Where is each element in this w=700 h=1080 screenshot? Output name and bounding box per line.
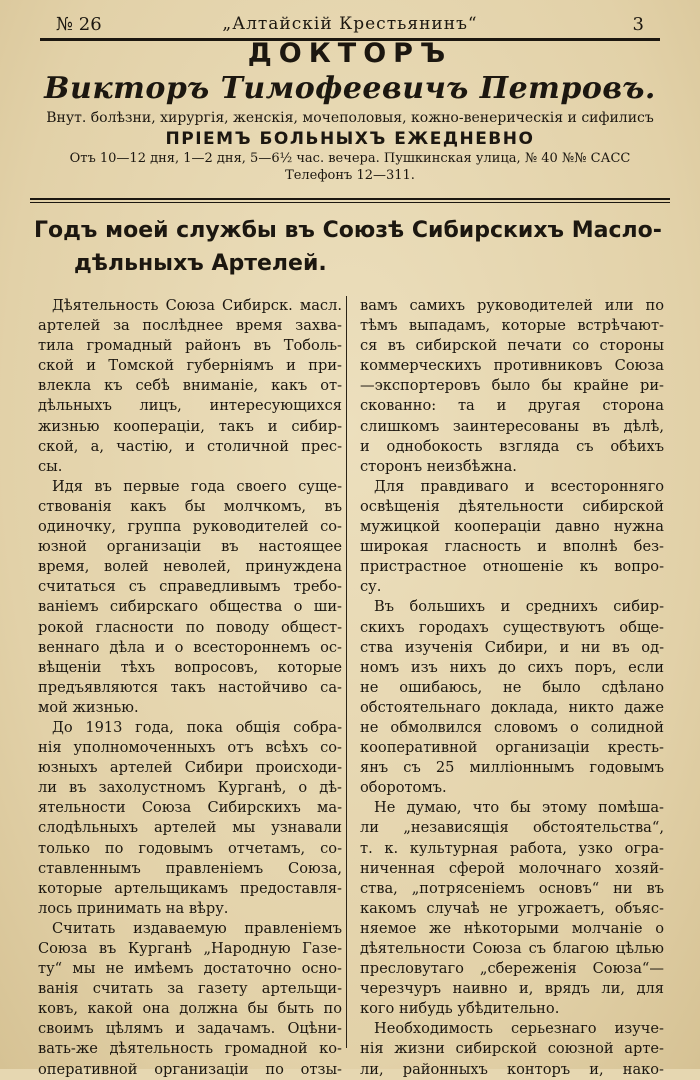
page-number: 3 <box>632 14 644 35</box>
text-line: юзной организацiи въ настоящее <box>38 538 342 556</box>
section-divider <box>30 198 670 200</box>
text-line: дѣятельности Союза съ благою цѣлью <box>360 940 664 957</box>
text-line: янъ съ 25 миллiоннымъ годовымъ <box>360 759 664 777</box>
text-line: рокой гласности по поводу общест- <box>38 618 342 636</box>
text-line: только по годовымъ отчетамъ, со- <box>38 839 342 857</box>
text-line: ванiя считать за газету артельщи- <box>38 980 342 998</box>
text-line: мужицкой коопераціи давно нужна <box>360 518 664 536</box>
text-line: пристрастное отношенiе къ вопро- <box>360 558 664 576</box>
article-title-line-1: Годъ моей службы въ Союзѣ Сибирскихъ Маслo- <box>34 218 662 243</box>
text-line: няемое же нѣкоторыми молчанiе о <box>360 919 664 937</box>
article-title <box>34 214 666 280</box>
text-line: не ошибаюсь, не было сдѣлано <box>360 678 664 696</box>
text-line: ства изученiя Сибири, и ни въ од- <box>360 638 664 656</box>
text-line: оборотомъ. <box>360 779 447 797</box>
text-line: Для правдиваго и всесторонняго <box>374 477 664 495</box>
text-line: Союза въ Курганѣ „Народную Газе- <box>38 940 342 957</box>
text-line: освѣщенiя дѣятельности сибирской <box>360 497 664 515</box>
text-line: дѣльныхъ лицъ, интересующихся <box>38 397 342 415</box>
text-line: тила громадный районъ въ Тоболь- <box>38 337 342 355</box>
text-line: кого нибудь убѣдительно. <box>360 1000 560 1018</box>
text-line: Необходимость серьезнаго изуче- <box>374 1020 664 1038</box>
text-line: Дѣятельность Союза Сибирск. масл. <box>52 297 342 314</box>
text-line: лось принимать на вѣру. <box>38 899 229 917</box>
article-column-left <box>38 296 342 1080</box>
text-line: ствованiя какъ бы молчкомъ, въ <box>38 497 342 515</box>
text-line: ской, а, частiю, и столичной прес- <box>38 437 342 455</box>
text-line: ятельности Союза Сибирскихъ ма- <box>38 799 342 817</box>
column-divider <box>346 296 347 1048</box>
text-line: Не думаю, что бы этому помѣша- <box>374 799 664 817</box>
text-line: До 1913 года, пока общiя собра- <box>52 718 342 736</box>
text-line: слодѣльныхъ артелей мы узнавали <box>38 819 342 837</box>
text-line: ниченная сферой молочнаго хозяй- <box>360 859 664 877</box>
article-title-line-2: дѣльныхъ Артелей. <box>74 251 327 276</box>
text-line: какомъ случаѣ не угрожаетъ, объяс- <box>360 899 664 917</box>
text-line: артелей за послѣднее время захва- <box>38 317 342 335</box>
text-line: ли „независящiя обстоятельства“, <box>360 819 664 837</box>
text-line: оперативной организацiи по отзы- <box>38 1060 342 1078</box>
text-line: ставленнымъ правленiемъ Союза, <box>38 859 342 877</box>
text-line: веннаго дѣла и о всестороннемъ ос- <box>38 638 342 656</box>
text-line: Въ большихъ и среднихъ сибир- <box>374 598 664 616</box>
section-divider-thin <box>30 202 670 203</box>
ad-reception: ПРIЕМЪ БОЛЬНЫХЪ ЕЖЕДНЕВНО <box>165 129 535 149</box>
ad-hours: Отъ 10—12 дня, 1—2 дня, 5—6½ час. вечера. Пушкинская улица, № 40 №№ САСС <box>69 151 631 166</box>
doctor-name: Викторъ Тимофеевичъ Петровъ. <box>44 71 656 106</box>
text-line: —экспортеровъ было бы крайне ри- <box>360 377 664 395</box>
text-line: черезчуръ наивно и, врядъ ли, для <box>360 980 664 998</box>
text-line: ковъ, какой она должна бы быть по <box>38 1000 342 1018</box>
text-line: т. к. культурная работа, узко огра- <box>360 839 664 857</box>
text-line: кооперативной организацiи кресть- <box>360 739 664 757</box>
text-line: ской и Томской губернiямъ и при- <box>38 357 342 375</box>
page-header <box>40 14 660 41</box>
text-line: одиночку, группа руководителей со- <box>38 518 342 536</box>
text-line: вамъ самихъ руководителей или по <box>360 297 664 314</box>
text-line: ли, районныхъ конторъ и, нако- <box>360 1060 664 1078</box>
text-line: Считать издаваемую правленiемъ <box>52 919 342 937</box>
text-line: жизнью коопераціи, такъ и сибир- <box>38 417 342 435</box>
text-line: ли въ захолустномъ Курганѣ, о дѣ- <box>38 779 342 797</box>
text-line: сторонъ неизбѣжна. <box>360 457 517 475</box>
text-line: не обмолвился словомъ о солидной <box>360 718 664 736</box>
text-line: широкая гласность и вполнѣ без- <box>360 538 664 556</box>
text-line: су. <box>360 578 382 596</box>
text-line: вать-же дѣятельность громадной ко- <box>38 1040 342 1058</box>
ad-phone: Телефонъ 12—311. <box>285 168 415 183</box>
doctor-advertisement <box>30 38 670 184</box>
text-line: считаться съ справедливымъ требо- <box>38 578 342 596</box>
text-line: пресловутаго „сбереженiя Союза“— <box>360 960 664 978</box>
text-line: своимъ цѣлямъ и задачамъ. Оцѣни- <box>38 1020 342 1038</box>
ad-specialties: Внут. болѣзни, хирургiя, женскiя, мочеполовыя, кожно-венерическiя и сифилисъ <box>46 110 654 126</box>
text-line: ся въ сибирской печати со стороны <box>360 337 664 355</box>
text-line: сы. <box>38 457 63 475</box>
text-line: предъявляются такъ настойчиво са- <box>38 678 342 696</box>
text-line: ванiемъ сибирскаго общества о ши- <box>38 598 342 616</box>
text-line: ту“ мы не имѣемъ достаточно осно- <box>38 960 342 978</box>
text-line: и однобокость взгляда съ обѣихъ <box>360 437 664 455</box>
ad-title: ДОКТОРЪ <box>247 38 453 69</box>
text-line: ства, „потрясенiемъ основъ“ ни въ <box>360 879 664 897</box>
text-line: номъ изъ нихъ до сихъ поръ, если <box>360 658 664 676</box>
text-line: вѣщенiи тѣхъ вопросовъ, которые <box>38 658 342 676</box>
text-line: коммерческихъ противниковъ Союза <box>360 357 664 375</box>
issue-number: № 26 <box>56 14 102 35</box>
text-line: время, волей неволей, принуждена <box>38 558 342 576</box>
text-line: тѣмъ выпадамъ, которые встрѣчают- <box>360 317 664 335</box>
text-line: мой жизнью. <box>38 698 139 716</box>
newspaper-name: „Алтайскiй Крестьянинъ“ <box>222 14 478 34</box>
text-line: Идя въ первые года своего суще- <box>52 477 342 495</box>
text-line: скихъ городахъ существуютъ обще- <box>360 618 664 636</box>
text-line: обстоятельнаго доклада, никто даже <box>360 698 664 716</box>
text-line: слишкомъ заинтересованы въ дѣлѣ, <box>360 417 664 435</box>
text-line: скованно: та и другая сторона <box>360 397 664 415</box>
text-line: нiя уполномоченныхъ отъ всѣхъ со- <box>38 739 342 757</box>
text-line: которые артельщикамъ предоставля- <box>38 879 342 897</box>
text-line: юзныхъ артелей Сибири происходи- <box>38 759 342 777</box>
text-line: влекла къ себѣ вниманiе, какъ от- <box>38 377 342 395</box>
article-column-right <box>360 296 664 1080</box>
text-line: нiя жизни сибирской союзной арте- <box>360 1040 664 1058</box>
